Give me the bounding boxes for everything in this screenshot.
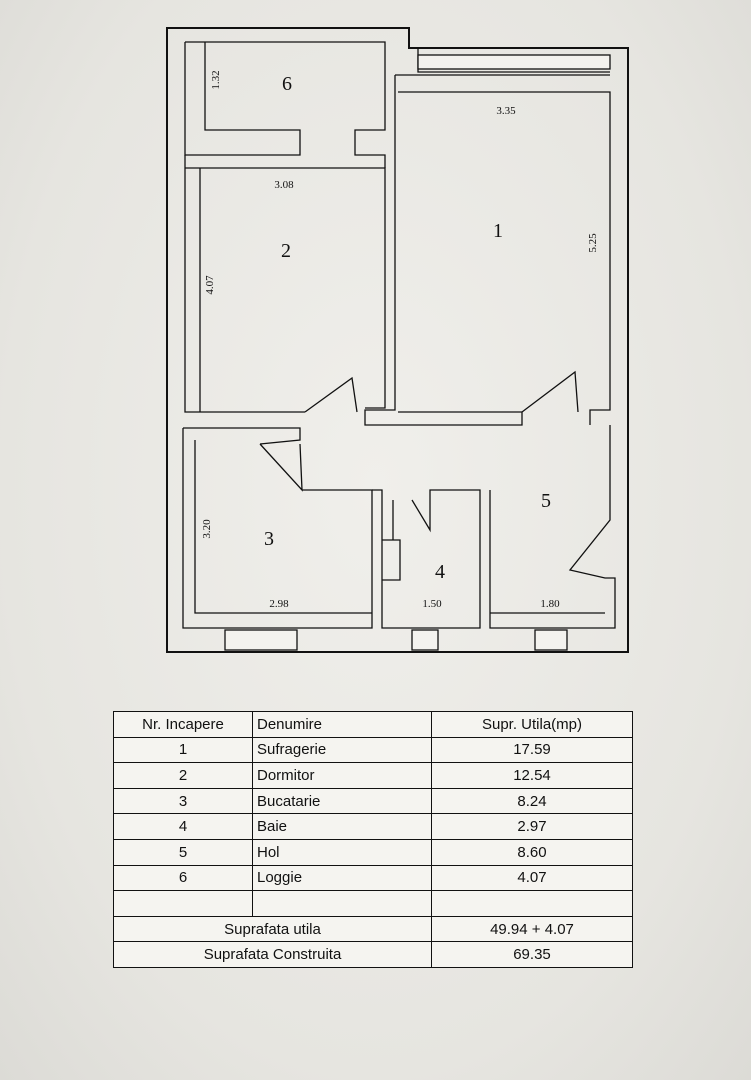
empty-cell (253, 891, 432, 917)
room-1-label: 1 (493, 220, 503, 242)
room-area: 2.97 (432, 814, 633, 840)
room-name: Dormitor (253, 763, 432, 789)
room-4-label: 4 (435, 561, 445, 583)
room-number: 4 (114, 814, 253, 840)
room-6-label: 6 (282, 73, 292, 95)
area-table (113, 711, 633, 968)
built-area-row (114, 942, 633, 968)
dimension-label: 3.35 (496, 105, 516, 117)
room-number: 5 (114, 839, 253, 865)
room-name: Bucatarie (253, 788, 432, 814)
room-area: 17.59 (432, 737, 633, 763)
room-1-wall (365, 48, 610, 425)
room-3-label: 3 (264, 528, 274, 550)
window (535, 630, 567, 650)
room-number: 6 (114, 865, 253, 891)
dimension-label: 2.98 (269, 598, 289, 610)
room-name: Hol (253, 839, 432, 865)
loggia-wall (185, 42, 385, 168)
window (418, 55, 610, 69)
dimension-label: 3.08 (274, 179, 294, 191)
dimension-label: 1.80 (540, 598, 560, 610)
header-useful-area: Supr. Utila(mp) (432, 712, 633, 738)
window (225, 630, 297, 650)
useful-area-label: Suprafata utila (114, 916, 432, 942)
table-row (114, 788, 633, 814)
table-row (114, 839, 633, 865)
table-row (114, 737, 633, 763)
dimension-label: 3.20 (201, 519, 213, 539)
useful-area-row (114, 916, 633, 942)
room-name: Baie (253, 814, 432, 840)
table-row (114, 814, 633, 840)
dimension-label: 4.07 (204, 275, 216, 295)
window (412, 630, 438, 650)
empty-cell (432, 891, 633, 917)
outer-wall (167, 28, 628, 652)
room-number: 1 (114, 737, 253, 763)
door-swing (183, 372, 578, 490)
room-area: 4.07 (432, 865, 633, 891)
dimension-label: 5.25 (587, 233, 599, 253)
dimension-label: 1.32 (210, 70, 222, 90)
dimension-label: 1.50 (422, 598, 442, 610)
table-row (114, 865, 633, 891)
room-area: 12.54 (432, 763, 633, 789)
table-row (114, 763, 633, 789)
table-header-row (114, 712, 633, 738)
room-name: Sufragerie (253, 737, 432, 763)
room-5-label: 5 (541, 490, 551, 512)
built-area-value: 69.35 (432, 942, 633, 968)
room-2-label: 2 (281, 240, 291, 262)
room-name: Loggie (253, 865, 432, 891)
header-room-number: Nr. Incapere (114, 712, 253, 738)
room-number: 2 (114, 763, 253, 789)
empty-cell (114, 891, 253, 917)
built-area-label: Suprafata Construita (114, 942, 432, 968)
room-area: 8.24 (432, 788, 633, 814)
header-room-name: Denumire (253, 712, 432, 738)
useful-area-value: 49.94 + 4.07 (432, 916, 633, 942)
room-number: 3 (114, 788, 253, 814)
room-area: 8.60 (432, 839, 633, 865)
empty-row (114, 891, 633, 917)
